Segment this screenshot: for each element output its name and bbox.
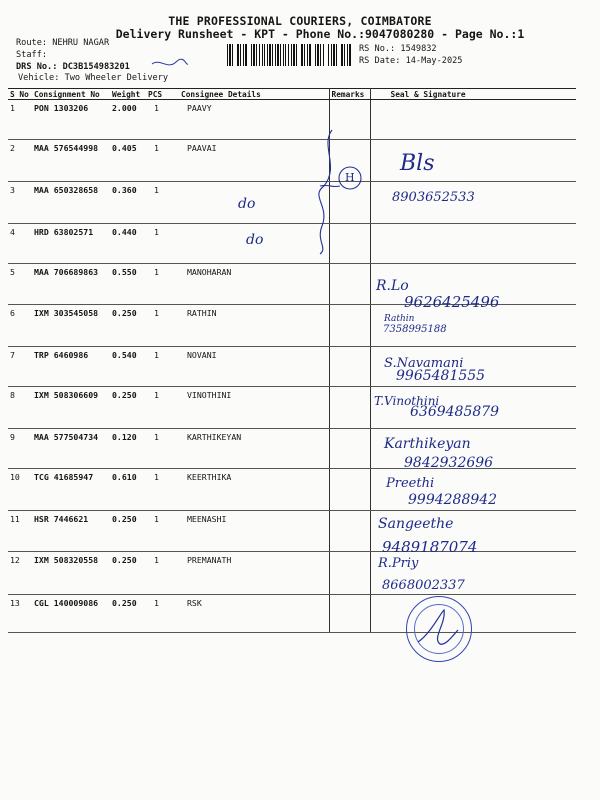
col-signature: Seal & Signature xyxy=(370,89,576,100)
cell-consignment-no: MAA 577504734 xyxy=(32,429,110,469)
cell-pcs: 1 xyxy=(146,182,179,224)
ditto-mark: do xyxy=(246,232,264,248)
cell-signature xyxy=(370,100,576,140)
col-remarks: Remarks xyxy=(329,89,370,100)
cell-weight: 0.250 xyxy=(110,595,146,633)
cell-pcs: 1 xyxy=(146,140,179,182)
barcode xyxy=(227,44,352,66)
remark-mark: H xyxy=(345,171,355,184)
cell-weight: 0.120 xyxy=(110,429,146,469)
signature-phone: 9994288942 xyxy=(408,492,498,508)
vehicle-label: Vehicle: Two Wheeler Delivery xyxy=(18,73,169,83)
table-row xyxy=(8,182,576,224)
cell-pcs: 1 xyxy=(146,469,179,511)
cell-sno: 1 xyxy=(8,100,32,140)
table-row xyxy=(8,347,576,387)
col-weight: Weight xyxy=(110,89,146,100)
cell-signature xyxy=(370,224,576,264)
cell-sno: 3 xyxy=(8,182,32,224)
col-pcs: PCS xyxy=(146,89,179,100)
signature-phone: 8668002337 xyxy=(382,578,465,593)
cell-remarks xyxy=(329,347,370,387)
cell-consignment-no: PON 1303206 xyxy=(32,100,110,140)
cell-consignment-no: HSR 7446621 xyxy=(32,511,110,552)
cell-weight: 0.250 xyxy=(110,511,146,552)
cell-sno: 11 xyxy=(8,511,32,552)
cell-weight: 0.440 xyxy=(110,224,146,264)
cell-weight: 0.250 xyxy=(110,552,146,595)
rs-date: RS Date: 14-May-2025 xyxy=(359,56,463,66)
remarks-brace-mark xyxy=(300,126,380,256)
cell-pcs: 1 xyxy=(146,387,179,429)
cell-remarks xyxy=(329,595,370,633)
cell-consignment-no: IXM 508320558 xyxy=(32,552,110,595)
cell-pcs: 1 xyxy=(146,224,179,264)
signature-phone: 9626425496 xyxy=(404,293,500,311)
cell-sno: 4 xyxy=(8,224,32,264)
cell-consignee: RSK xyxy=(179,595,329,633)
cell-weight: 0.550 xyxy=(110,264,146,305)
signature: Sangeethe xyxy=(378,516,454,532)
runsheet-subtitle: Delivery Runsheet - KPT - Phone No.:9047080280 - Page No.:1 xyxy=(115,27,525,41)
cell-consignee: MANOHARAN xyxy=(179,264,329,305)
cell-weight: 0.405 xyxy=(110,140,146,182)
signature-phone: 9965481555 xyxy=(396,368,486,384)
cell-remarks xyxy=(329,429,370,469)
signature-phone: 9842932696 xyxy=(404,455,494,471)
table-header xyxy=(8,89,576,100)
cell-consignment-no: MAA 706689863 xyxy=(32,264,110,305)
cell-pcs: 1 xyxy=(146,100,179,140)
table-row xyxy=(8,224,576,264)
cell-pcs: 1 xyxy=(146,264,179,305)
signature: Rathin xyxy=(384,314,415,324)
table-row xyxy=(8,511,576,552)
cell-sno: 12 xyxy=(8,552,32,595)
stamp-signature xyxy=(410,604,466,654)
cell-pcs: 1 xyxy=(146,429,179,469)
signature-phone: 7358995188 xyxy=(383,324,447,335)
ditto-mark: do xyxy=(238,196,256,212)
table-row xyxy=(8,100,576,140)
col-sno: S No xyxy=(8,89,32,100)
cell-sno: 2 xyxy=(8,140,32,182)
cell-remarks xyxy=(329,387,370,429)
col-consignment: Consignment No xyxy=(32,89,110,100)
signature: R.Lo xyxy=(376,278,409,294)
cell-consignee: PAAVAI xyxy=(179,140,329,182)
cell-consignment-no: HRD 63802571 xyxy=(32,224,110,264)
cell-pcs: 1 xyxy=(146,305,179,347)
signature: Preethi xyxy=(386,476,435,491)
route-label: Route: NEHRU NAGAR xyxy=(16,38,110,48)
company-title: THE PROFESSIONAL COURIERS, COIMBATORE xyxy=(168,14,432,28)
cell-weight: 0.540 xyxy=(110,347,146,387)
signature: Karthikeyan xyxy=(384,436,471,452)
cell-pcs: 1 xyxy=(146,595,179,633)
cell-sno: 9 xyxy=(8,429,32,469)
staff-label: Staff: xyxy=(16,50,48,60)
cell-consignment-no: CGL 140009086 xyxy=(32,595,110,633)
runsheet-table xyxy=(8,88,576,633)
signature: T.Vinothini xyxy=(374,394,440,408)
signature: S.Navamani xyxy=(384,356,464,371)
cell-consignee: MEENASHI xyxy=(179,511,329,552)
cell-sno: 6 xyxy=(8,305,32,347)
cell-consignee: PAAVY xyxy=(179,100,329,140)
cell-consignment-no: IXM 303545058 xyxy=(32,305,110,347)
cell-weight: 0.250 xyxy=(110,305,146,347)
cell-sno: 8 xyxy=(8,387,32,429)
cell-consignment-no: MAA 576544998 xyxy=(32,140,110,182)
col-consignee: Consignee Details xyxy=(179,89,329,100)
cell-consignment-no: MAA 650328658 xyxy=(32,182,110,224)
cell-weight: 0.360 xyxy=(110,182,146,224)
cell-sno: 10 xyxy=(8,469,32,511)
pen-scribble xyxy=(150,56,190,74)
signature-phone: 9489187074 xyxy=(382,538,478,556)
table-row xyxy=(8,595,576,633)
cell-consignee: PREMANATH xyxy=(179,552,329,595)
cell-weight: 2.000 xyxy=(110,100,146,140)
rs-number: RS No.: 1549832 xyxy=(359,44,437,54)
cell-consignee: RATHIN xyxy=(179,305,329,347)
cell-remarks xyxy=(329,264,370,305)
cell-weight: 0.610 xyxy=(110,469,146,511)
signature: R.Priy xyxy=(378,556,419,571)
drs-number: DRS No.: DC3B154983201 xyxy=(16,62,130,72)
cell-weight: 0.250 xyxy=(110,387,146,429)
cell-sno: 13 xyxy=(8,595,32,633)
cell-consignee: VINOTHINI xyxy=(179,387,329,429)
cell-remarks xyxy=(329,552,370,595)
cell-sno: 5 xyxy=(8,264,32,305)
signature-phone: 8903652533 xyxy=(392,190,475,205)
cell-pcs: 1 xyxy=(146,511,179,552)
cell-pcs: 1 xyxy=(146,347,179,387)
cell-remarks xyxy=(329,305,370,347)
table-row xyxy=(8,552,576,595)
cell-consignee: KARTHIKEYAN xyxy=(179,429,329,469)
cell-remarks xyxy=(329,469,370,511)
cell-consignment-no: TRP 6460986 xyxy=(32,347,110,387)
cell-consignment-no: TCG 41685947 xyxy=(32,469,110,511)
cell-signature xyxy=(370,595,576,633)
cell-consignment-no: IXM 508306609 xyxy=(32,387,110,429)
signature: Bls xyxy=(400,151,435,176)
cell-sno: 7 xyxy=(8,347,32,387)
table-row xyxy=(8,140,576,182)
signature-phone: 6369485879 xyxy=(410,404,500,420)
cell-consignee: NOVANI xyxy=(179,347,329,387)
cell-remarks xyxy=(329,511,370,552)
cell-consignee: KEERTHIKA xyxy=(179,469,329,511)
cell-pcs: 1 xyxy=(146,552,179,595)
